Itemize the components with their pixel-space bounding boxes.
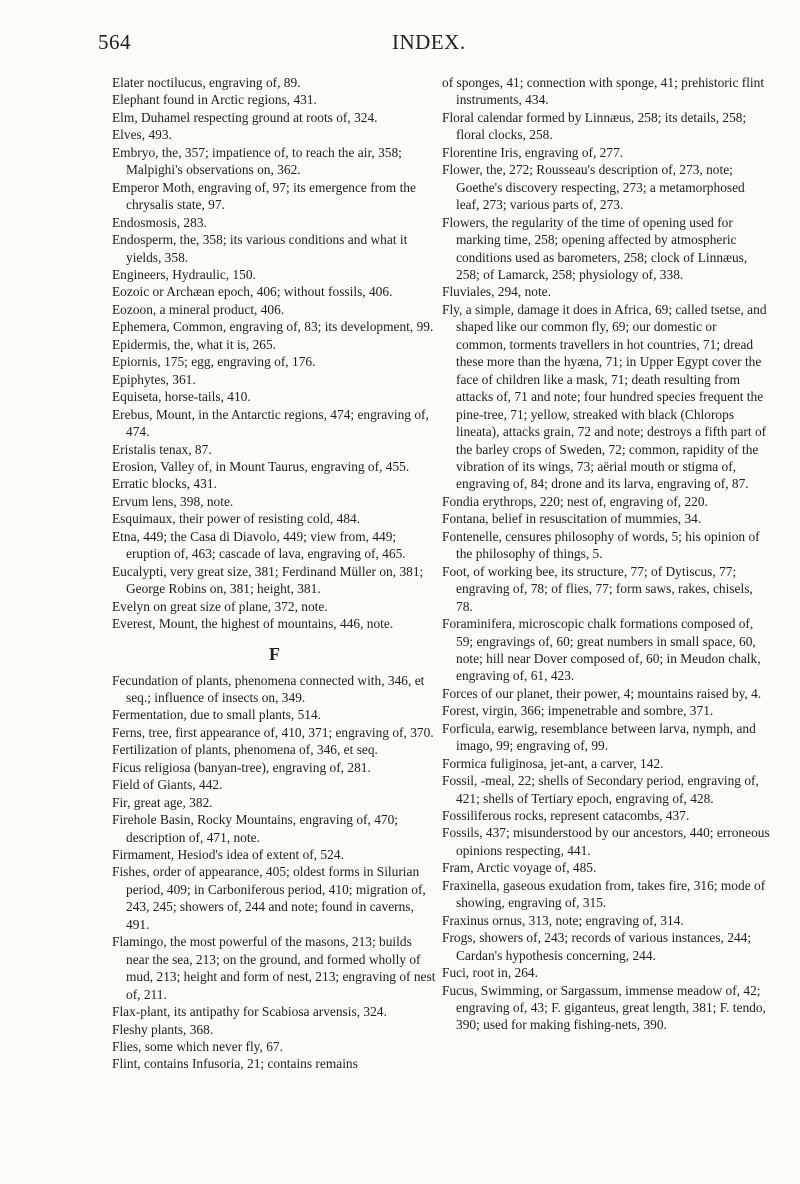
section-letter-heading: F — [269, 643, 280, 664]
index-entry: Fecundation of plants, phenomena connected with, 346, et seq.; influence of insects on, 349. — [112, 672, 425, 705]
index-entry: Elephant found in Arctic regions, 431. — [112, 92, 317, 108]
index-entry: Firmament, Hesiod's idea of extent of, 524. — [112, 847, 344, 863]
index-entry: Florentine Iris, engraving of, 277. — [442, 144, 624, 160]
right-column — [442, 74, 770, 1034]
index-entry: Ephemera, Common, engraving of, 83; its development, 99. — [112, 319, 434, 335]
running-head-title: INDEX. — [392, 30, 466, 54]
index-entry: Fraxinus ornus, 313, note; engraving of, 314. — [442, 912, 684, 928]
index-entry: Emperor Moth, engraving of, 97; its emergence from the chrysalis state, 97. — [112, 179, 416, 213]
index-entry: Erebus, Mount, in the Antarctic regions, 474; engraving of, 474. — [112, 406, 429, 440]
index-entry: Fossil, -meal, 22; shells of Secondary period, engraving of, 421; shells of Tertiary epoch, engraving of, 428. — [442, 773, 759, 806]
index-entry: Eristalis tenax, 87. — [112, 441, 212, 457]
index-entry: Eozoon, a mineral product, 406. — [112, 301, 285, 317]
index-entry: Fleshy plants, 368. — [112, 1021, 214, 1037]
index-entry: Epiornis, 175; egg, engraving of, 176. — [112, 354, 316, 370]
index-entry: Embryo, the, 357; impatience of, to reach the air, 358; Malpighi's observations on, 362. — [112, 144, 402, 178]
index-entry: Fossiliferous rocks, represent catacombs, 437. — [442, 808, 690, 824]
index-entry: Elm, Duhamel respecting ground at roots of, 324. — [112, 109, 378, 125]
index-entry: Flowers, the regularity of the time of opening used for marking time, 258; opening affected by atmospheric conditions used as barometers, 258; clock of Linnæus, 258; of Lamarck, 258; physiology of, 338. — [442, 214, 748, 282]
index-entry: Fishes, order of appearance, 405; oldest forms in Silurian period, 409; in Carboniferous period, 410; migration of, 243, 245; showers of, 244 and note; found in caverns, 491. — [112, 864, 426, 932]
index-entry: Ervum lens, 398, note. — [112, 493, 234, 509]
index-entry: Foot, of working bee, its structure, 77; of Dytiscus, 77; engraving of, 78; of flies, 77; form saws, rakes, chisels, 78. — [442, 563, 753, 614]
index-entry: Eozoic or Archæan epoch, 406; without fossils, 406. — [112, 284, 393, 300]
index-entry: Fossils, 437; misunderstood by our ancestors, 440; erroneous opinions respecting, 441. — [442, 825, 770, 858]
index-entry: Fondia erythrops, 220; nest of, engraving of, 220. — [442, 493, 708, 509]
index-entry: Formica fuliginosa, jet-ant, a carver, 142. — [442, 755, 664, 771]
index-entry: Everest, Mount, the highest of mountains, 446, note. — [112, 616, 394, 632]
index-entry: Forest, virgin, 366; impenetrable and sombre, 371. — [442, 703, 714, 719]
index-entry: Forces of our planet, their power, 4; mountains raised by, 4. — [442, 685, 762, 701]
index-entry: Eucalypti, very great size, 381; Ferdinand Müller on, 381; George Robins on, 381; height, 381. — [112, 563, 424, 597]
index-entry: Erosion, Valley of, in Mount Taurus, engraving of, 455. — [112, 458, 410, 474]
index-entry: Ficus religiosa (banyan-tree), engraving of, 281. — [112, 759, 371, 775]
index-entry: Fuci, root in, 264. — [442, 965, 538, 981]
index-entry: Fraxinella, gaseous exudation from, takes fire, 316; mode of showing, engraving of, 315. — [442, 877, 766, 911]
index-entry: Evelyn on great size of plane, 372, note. — [112, 598, 328, 614]
index-entry: Epidermis, the, what it is, 265. — [112, 336, 277, 352]
index-entry: Erratic blocks, 431. — [112, 476, 217, 492]
index-entry: Engineers, Hydraulic, 150. — [112, 266, 256, 282]
index-entry: Floral calendar formed by Linnæus, 258; its details, 258; floral clocks, 258. — [442, 109, 747, 143]
index-entry: Firehole Basin, Rocky Mountains, engraving of, 470; description of, 471, note. — [112, 812, 399, 845]
page-number: 564 — [98, 30, 131, 54]
index-entry: Endosperm, the, 358; its various conditions and what it yields, 358. — [112, 232, 408, 265]
index-entry: Forficula, earwig, resemblance between larva, nymph, and imago, 99; engraving of, 99. — [442, 720, 756, 754]
index-entry: Equiseta, horse-tails, 410. — [112, 389, 251, 405]
index-entry: Ferns, tree, first appearance of, 410, 371; engraving of, 370. — [112, 724, 434, 740]
index-entry: Foraminifera, microscopic chalk formations composed of, 59; engravings of, 60; great numbers in small space, 60, note; hill near Dover composed of, 60; in Meudon chalk, engraving of, 61, 423. — [442, 616, 761, 684]
e-entries — [112, 74, 437, 633]
index-entry: Fluviales, 294, note. — [442, 284, 551, 300]
index-entry: Esquimaux, their power of resisting cold, 484. — [112, 511, 361, 527]
index-entry: Fertilization of plants, phenomena of, 346, et seq. — [112, 742, 378, 758]
index-entry: Fly, a simple, damage it does in Africa, 69; called tsetse, and shaped like our common fly, 69; our domestic or common, torments travellers in hot countries, 71; dread these more than the hyæna, 71; in Upper Egypt cover the face of children like a mask, 71; death resulting from attacks of, 71 and note; four hundred species frequent the pine-tree, 71; yellow, streaked with black (Chlorops lineata), attacks grain, 72 and note; destroys a fifth part of the barley crops of Sweden, 72; common, rapidity of the vibration of its wings, 73; aërial mouth or stigma of, engraving of, 84; drone and its larva, engraving of, 87. — [442, 301, 767, 492]
left-column — [112, 74, 437, 1073]
index-entry: Fram, Arctic voyage of, 485. — [442, 860, 597, 876]
index-entry: Fontana, belief in resuscitation of mummies, 34. — [442, 511, 702, 527]
page-header — [98, 30, 760, 60]
index-entry: Flint, contains Infusoria, 21; contains remains — [112, 1056, 358, 1072]
index-entry: Elater noctilucus, engraving of, 89. — [112, 75, 301, 90]
index-entry: Flies, some which never fly, 67. — [112, 1039, 283, 1055]
index-entry: Elves, 493. — [112, 127, 172, 143]
index-entry: Field of Giants, 442. — [112, 777, 223, 793]
index-entry: Fontenelle, censures philosophy of words, 5; his opinion of the philosophy of things, 5. — [442, 528, 760, 562]
index-entry: Fucus, Swimming, or Sargassum, immense meadow of, 42; engraving of, 43; F. giganteus, great length, 381; F. tendo, 390; used for making fishing-nets, 390. — [442, 982, 766, 1033]
index-entry: Endosmosis, 283. — [112, 214, 207, 230]
index-entry: Flax-plant, its antipathy for Scabiosa arvensis, 324. — [112, 1004, 387, 1020]
index-entry: Epiphytes, 361. — [112, 371, 196, 387]
f-entries — [112, 672, 437, 1073]
index-entry: of sponges, 41; connection with sponge, 41; prehistoric flint instruments, 434. — [442, 75, 765, 108]
index-entry: Flower, the, 272; Rousseau's description of, 273, note; Goethe's discovery respecting, 273; a metamorphosed leaf, 273; various parts of, 273. — [442, 162, 745, 213]
index-entry: Fir, great age, 382. — [112, 794, 213, 810]
index-entry: Flamingo, the most powerful of the masons, 213; builds near the sea, 213; on the ground, and formed wholly of mud, 213; height and form of nest, 213; engraving of nest of, 211. — [112, 934, 436, 1002]
index-entry: Frogs, showers of, 243; records of various instances, 244; Cardan's hypothesis concerning, 244. — [442, 930, 752, 963]
index-entry: Fermentation, due to small plants, 514. — [112, 707, 322, 723]
index-entry: Etna, 449; the Casa di Diavolo, 449; view from, 449; eruption of, 463; cascade of lava, engraving of, 465. — [112, 528, 406, 562]
